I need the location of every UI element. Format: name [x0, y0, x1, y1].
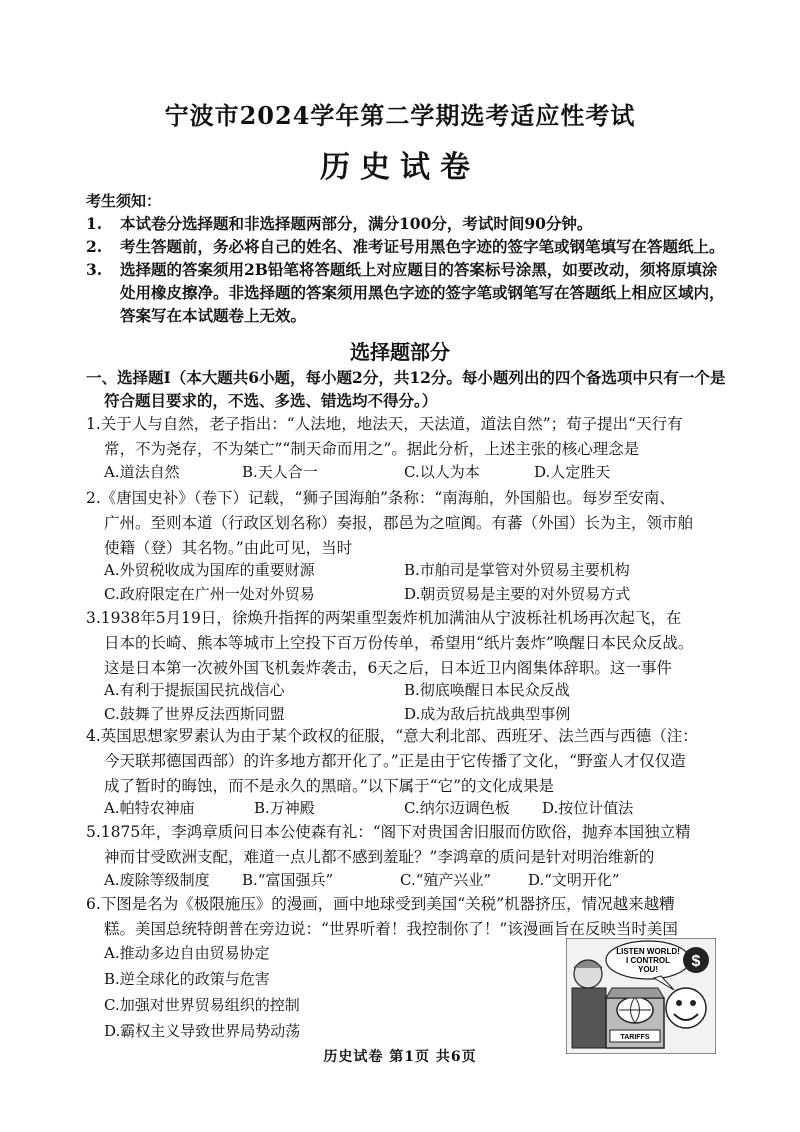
- question-stem: 4.英国思想家罗素认为由于某个政权的征服，“意大利北部、西班牙、法兰西与西德（注：: [86, 727, 698, 745]
- question-6: [86, 892, 726, 942]
- question-6-options: [104, 940, 300, 1044]
- option-c[interactable]: C.鼓舞了世界反法西斯同盟: [104, 705, 285, 723]
- option-b[interactable]: B.“富国强兵”: [242, 871, 334, 889]
- question-text: 神而甘受欧洲支配，难道一点儿都不感到羞耻？”李鸿章的质问是针对明治维新的: [104, 848, 655, 866]
- option-d[interactable]: D.人定胜天: [534, 463, 611, 481]
- notice-heading: 考生须知：: [86, 192, 162, 210]
- section-title: 选择题部分: [350, 340, 450, 364]
- notice-num: 3.: [86, 260, 103, 279]
- question-1: [86, 412, 726, 462]
- option-a[interactable]: A.有利于提振国民抗战信心: [104, 681, 285, 699]
- question-stem: 6.下图是名为《极限施压》的漫画，画中地球受到美国“关税”机器挤压，情况越来越糟: [86, 895, 675, 913]
- notice-text: 考生答题前，务必将自己的姓名、准考证号用黑色字迹的签字笔或钢笔填写在答题纸上。: [120, 237, 725, 256]
- exam-title: 宁波市2024学年第二学期选考适应性考试: [164, 101, 636, 130]
- page-footer: 历史试卷 第1页 共6页: [323, 1049, 477, 1065]
- option-b[interactable]: B.万神殿: [254, 799, 315, 817]
- notice-num: 2.: [86, 237, 103, 256]
- option-c[interactable]: C.政府限定在广州一处对外贸易: [104, 585, 315, 603]
- question-stem: 2.《唐国史补》（卷下）记载，“狮子国海舶”条称：“南海舶，外国船也。每岁至安南、: [86, 489, 675, 507]
- notice-item-2: [86, 235, 726, 258]
- part-line-1: 一、选择题Ⅰ（本大题共6小题，每小题2分，共12分。每小题列出的四个备选项中只有一个是: [86, 368, 726, 387]
- option-a[interactable]: A.推动多边自由贸易协定: [104, 944, 270, 962]
- question-2-options-row-2: [104, 582, 724, 606]
- question-text: 广州。至则本道（行政区划名称）奏报，郡邑为之喧阗。有蕃（外国）长为主，领市舶: [104, 514, 694, 532]
- question-2: [86, 486, 726, 561]
- notice-num: 1.: [86, 214, 103, 233]
- question-4: [86, 724, 726, 799]
- question-5: [86, 820, 726, 870]
- question-stem: 1.关于人与自然，老子指出：“人法地，地法天，天法道，道法自然”；荀子提出“天行有: [86, 415, 683, 433]
- svg-text:$: $: [691, 953, 701, 970]
- option-a[interactable]: A.道法自然: [104, 463, 180, 481]
- question-text: 常，不为尧存，不为桀亡”“制天命而用之”。据此分析，上述主张的核心理念是: [104, 440, 640, 458]
- option-b[interactable]: B.逆全球化的政策与危害: [104, 970, 270, 988]
- question-text: 日本的长崎、熊本等城市上空投下百万份传单，希望用“纸片轰炸”唤醒日本民众反战。: [104, 634, 694, 652]
- cartoon-illustration: [566, 938, 716, 1054]
- speech-line-3: YOU!: [638, 965, 658, 974]
- option-c[interactable]: C.加强对世界贸易组织的控制: [104, 996, 300, 1014]
- option-d[interactable]: D.朝贡贸易是主要的对外贸易方式: [404, 585, 631, 603]
- option-b[interactable]: B.市舶司是掌管对外贸易主要机构: [404, 561, 630, 579]
- notice-text: 选择题的答案须用2B铅笔将答题纸上对应题目的答案标号涂黑，如要改动，须将原填涂处用橡皮擦净。非选择题的答案须用黑色字迹的签字笔或钢笔写在答题纸上相应区域内，答案写在本试题卷上无效。: [120, 260, 725, 325]
- option-c[interactable]: C.纳尔迈调色板: [404, 799, 510, 817]
- question-text: 这是日本第一次被外国飞机轰炸袭击，6天之后，日本近卫内阁集体辞职。这一事件: [104, 659, 672, 677]
- speech-line-2: I CONTROL: [626, 956, 670, 965]
- question-3-options-row-2: [104, 702, 724, 726]
- question-1-options: [104, 460, 724, 484]
- question-text: 成了暂时的晦蚀，而不是永久的黑暗。”以下属于“它”的文化成果是: [104, 777, 555, 795]
- question-3: [86, 606, 726, 681]
- notice-item-3: [86, 258, 726, 327]
- question-3-options-row-1: [104, 678, 724, 702]
- option-a[interactable]: A.帕特农神庙: [104, 799, 195, 817]
- question-4-options: [104, 796, 724, 820]
- part-line-2: 符合题目要求的，不选、多选、错选均不得分。）: [104, 391, 438, 410]
- option-a[interactable]: A.外贸税收成为国库的重要财源: [104, 561, 315, 579]
- part-instructions: [86, 366, 726, 412]
- option-c[interactable]: C.以人为本: [404, 463, 480, 481]
- subject-title: 历史试卷: [320, 150, 480, 185]
- question-text: 糕。美国总统特朗普在旁边说：“世界听着！我控制你了！”该漫画旨在反映当时美国: [104, 920, 678, 938]
- option-a[interactable]: A.废除等级制度: [104, 871, 210, 889]
- option-c[interactable]: C.“殖产兴业”: [400, 871, 492, 889]
- option-d[interactable]: D.“文明开化”: [528, 871, 620, 889]
- option-b[interactable]: B.天人合一: [242, 463, 318, 481]
- notice-text: 本试卷分选择题和非选择题两部分，满分100分，考试时间90分钟。: [120, 214, 593, 233]
- question-stem: 3.1938年5月19日，徐焕升指挥的两架重型轰炸机加满油从宁波栎社机场再次起飞，在: [86, 609, 682, 627]
- question-text: 今天联邦德国西部）的许多地方都开化了。”正是由于它传播了文化，“野蛮人才仅仅造: [104, 752, 686, 770]
- machine-label: TARIFFS: [620, 1034, 650, 1041]
- question-stem: 5.1875年，李鸿章质问日本公使森有礼：“阁下对贵国舍旧服而仿欧俗，抛弃本国独立精: [86, 823, 691, 841]
- question-5-options: [104, 868, 724, 892]
- speech-line-1: LISTEN WORLD!: [616, 947, 680, 956]
- notice-item-1: [86, 212, 726, 235]
- question-text: 使籍（登）其名物。”由此可见，当时: [104, 539, 353, 557]
- option-d[interactable]: D.成为敌后抗战典型事例: [404, 705, 571, 723]
- option-d[interactable]: D.按位计值法: [542, 799, 634, 817]
- option-d[interactable]: D.霸权主义导致世界局势动荡: [104, 1022, 301, 1040]
- question-2-options-row-1: [104, 558, 724, 582]
- option-b[interactable]: B.彻底唤醒日本民众反战: [404, 681, 570, 699]
